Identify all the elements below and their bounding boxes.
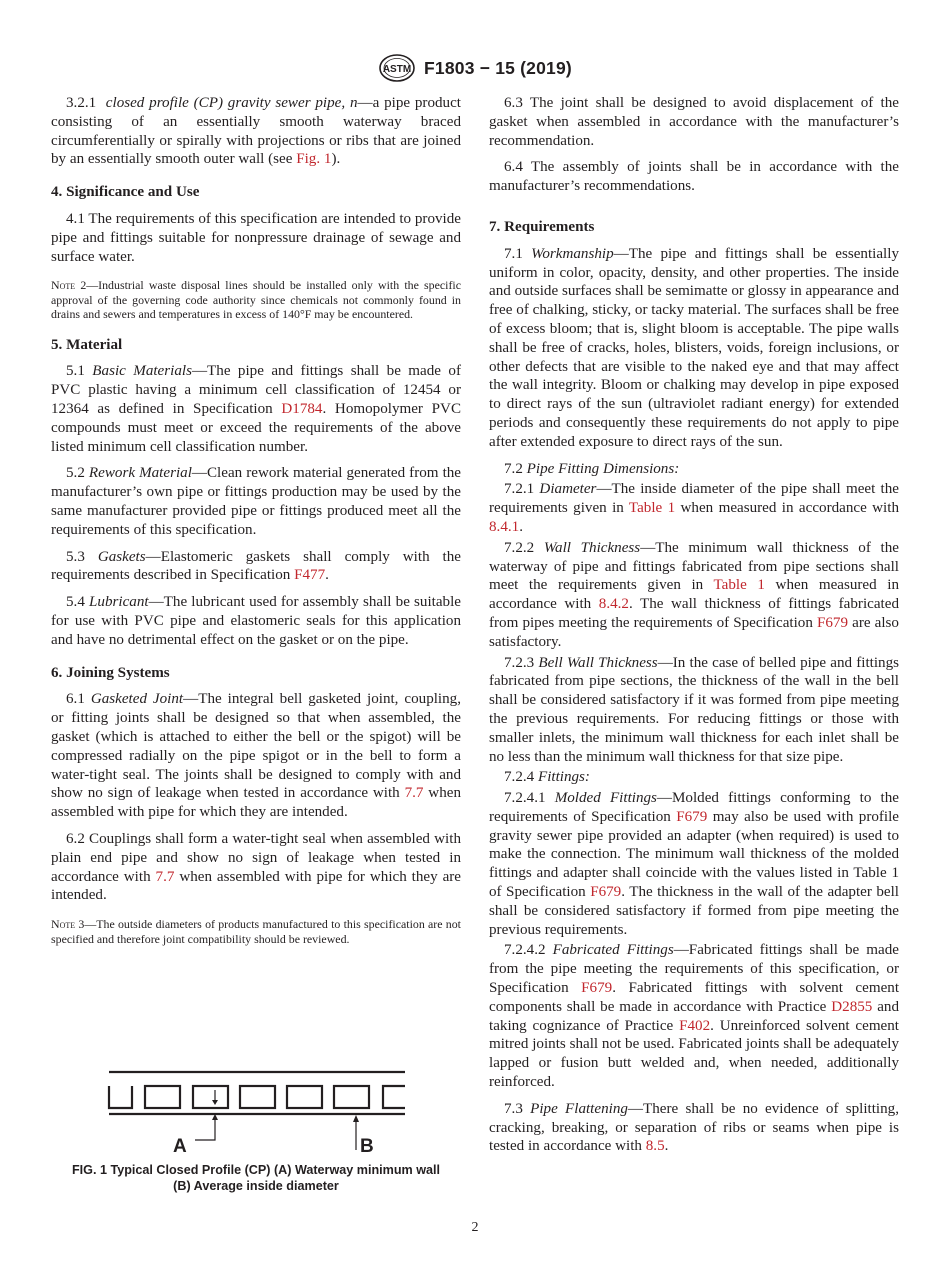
link-f402[interactable]: F402 [679, 1017, 711, 1034]
link-f679-b[interactable]: F679 [676, 808, 708, 825]
link-fig-1[interactable]: Fig. 1 [296, 151, 332, 168]
link-f679-d[interactable]: F679 [581, 980, 613, 997]
link-8-4-2[interactable]: 8.4.2 [598, 596, 629, 613]
section-heading-4: 4. Significance and Use [51, 184, 200, 201]
section-heading-7: 7. Requirements [489, 218, 595, 235]
paragraph-7-2-4-1: 7.2.4.1 Molded Fittings—Molded fittings conforming to the requirements of Specification F679 may also be used with profile gravity sewer pipe provided an adapter (when required) is used to make the connection. The minimum wall thickness of the molded fittings and adapter shall coincide with the values listed in Table 1 of Specification F679. The thickness in the wall of the adapter bell shall be considered satisfactory if formed from pipe meeting the previous requirements. [489, 790, 900, 938]
left-column [51, 94, 461, 960]
paragraph-7-2: 7.2 Pipe Fitting Dimensions: [504, 460, 680, 477]
svg-text:ASTM: ASTM [382, 64, 412, 75]
link-d2855[interactable]: D2855 [831, 998, 873, 1015]
link-7-7-b[interactable]: 7.7 [155, 868, 175, 885]
paragraph-7-3: 7.3 Pipe Flattening—There shall be no evidence of splitting, cracking, breaking, or separation of ribs or seams when pipe is tested in accordance with 8.5. [489, 1100, 899, 1155]
page-number: 2 [471, 1220, 479, 1235]
paragraph-6-4: 6.4 The assembly of joints shall be in accordance with the manufacturer’s recommendations. [489, 159, 899, 195]
page-header [0, 53, 950, 83]
paragraph-5-2: 5.2 Rework Material—Clean rework material generated from the manufacturer’s own pipe or fittings production may be used by the same manufacturer provided pipe or fittings produced meet all the requirements of this specification. [51, 465, 462, 538]
figure-label-b: B [360, 1136, 374, 1157]
paragraph-5-4: 5.4 Lubricant—The lubricant used for assembly shall be suitable for use with PVC pipe and elastomeric seals for this application and have no detrimental effect on the gasket or on the pipe. [51, 594, 461, 648]
link-f679-c[interactable]: F679 [590, 884, 622, 901]
paragraph-7-2-4-2: 7.2.4.2 Fabricated Fittings—Fabricated fittings shall be made from the pipe meeting the requirements of this specification, or Specification F679. Fabricated fittings with solvent cement components shall be made in accordance with Practice D2855 and taking cognizance of Practice F402. Unreinforced solvent cement mitred joints shall not be used. Fabricated joints shall be adequately lapped or fusion butt welded and, when needed, additionally reinforced. [489, 942, 900, 1091]
figure-caption: FIG. 1 Typical Closed Profile (CP) (A) Waterway minimum wall (B) Average inside diameter [71, 1163, 441, 1193]
link-8-4-1[interactable]: 8.4.1 [489, 518, 520, 535]
paragraph-6-2: 6.2 Couplings shall form a water-tight seal when assembled with plain end pipe and show no sign of leakage when tested in accordance with 7.7 when assembled with pipe for which they are intended. [51, 830, 461, 904]
paragraph-7-2-4: 7.2.4 Fittings: [504, 769, 590, 786]
link-table-1[interactable]: Table 1 [628, 500, 676, 517]
astm-logo-icon [378, 53, 416, 83]
right-column [489, 94, 899, 1164]
link-7-7[interactable]: 7.7 [404, 785, 424, 802]
paragraph-6-1: 6.1 Gasketed Joint—The integral bell gasketed joint, coupling, or fitting joints shall be designed so that when assembled, the gasket (which is attached to either the bell or the spigot) will be compressed radially on the pipe spigot or in the bell to form a water-tight seal. The joints shall be designed to comply with and show no sign of leakage when tested in accordance with 7.7 when assembled with pipe for which they are intended. [51, 691, 461, 821]
document-designation: F1803 − 15 (2019) [424, 57, 572, 78]
link-f679[interactable]: F679 [816, 614, 849, 631]
paragraph-7-2-3: 7.2.3 Bell Wall Thickness—In the case of belled pipe and fittings fabricated from pipe sections, the thickness of the wall in the bell shall be considered satisfactory if it was formed from pipe meeting the previous requirements. For reducing fittings or those with smaller inlets, the minimum wall thickness for each inlet shall be no less than the minimum wall thickness for that size pipe. [489, 654, 899, 765]
section-heading-6: 6. Joining Systems [51, 664, 170, 681]
paragraph-5-3: 5.3 Gaskets—Elastomeric gaskets shall comply with the requirements described in Specification F477. [51, 548, 461, 584]
figure-label-a: A [173, 1136, 187, 1157]
closed-profile-diagram [107, 1066, 407, 1158]
paragraph-5-1: 5.1 Basic Materials—The pipe and fittings shall be made of PVC plastic having a minimum cell classification of 12454 or 12364 as defined in Specification D1784. Homopolymer PVC compounds must meet or exceed the requirements of the above listed minimum cell classification number. [51, 363, 462, 455]
link-f477[interactable]: F477 [294, 567, 326, 584]
figure-1 [51, 1066, 461, 1194]
paragraph-6-3: 6.3 The joint shall be designed to avoid displacement of the gasket when assembled in accordance with the manufacturer’s recommendation. [489, 95, 899, 149]
link-d1784[interactable]: D1784 [281, 400, 323, 417]
link-table-1-b[interactable]: Table 1 [713, 577, 765, 594]
paragraph-4-1: 4.1 The requirements of this specification are intended to provide pipe and fittings suitable for nonpressure drainage of sewage and surface water. [51, 210, 461, 265]
paragraph-7-2-2: 7.2.2 Wall Thickness—The minimum wall thickness of the waterway of pipe and fittings fabricated from pipe sections shall meet the requirements given in Table 1 when measured in accordance with 8.4.2. The wall thickness of fittings fabricated from pipes meeting the requirements of Specification F679 are also satisfactory. [489, 539, 900, 650]
section-heading-5: 5. Material [51, 336, 123, 353]
paragraph-7-2-1: 7.2.1 Diameter—The inside diameter of the pipe shall meet the requirements given in Table 1 when measured in accordance with 8.4.1. [489, 481, 899, 535]
paragraph-3-2-1: 3.2.1 closed profile (CP) gravity sewer pipe, n—a pipe product consisting of an essentially smooth waterway braced circumferentially or spirally with projections or ribs that are joined by an essentially smooth outer wall (see Fig. 1). [51, 95, 461, 168]
note-3: Note 3—The outside diameters of products manufactured to this specification are not specified and therefore joint compatibility should be reviewed. [51, 917, 461, 946]
note-2: Note 2—Industrial waste disposal lines should be installed only with the specific approval of the governing code authority since chemicals not commonly found in drains and sewers and temperatures in excess of 140°F may be encountered. [51, 278, 461, 322]
paragraph-7-1: 7.1 Workmanship—The pipe and fittings shall be essentially uniform in color, opacity, density, and other properties. The inside and outside surfaces shall be semimatte or glossy in appearance and free of chalking, sticky, or tacky material. The surfaces shall be free of excess bloom; that is, slight bloom is acceptable. The pipe walls shall be free of cracks, holes, blisters, voids, foreign inclusions, or other defects that are visible to the naked eye and that may affect the wall integrity. Bloom or chalking may develop in pipe exposed to direct rays of the sun (ultraviolet radiant energy) for extended periods and consequently these requirements do not apply to pipe after extended exposure to direct rays of the sun. [489, 245, 899, 450]
link-8-5[interactable]: 8.5 [645, 1138, 665, 1155]
